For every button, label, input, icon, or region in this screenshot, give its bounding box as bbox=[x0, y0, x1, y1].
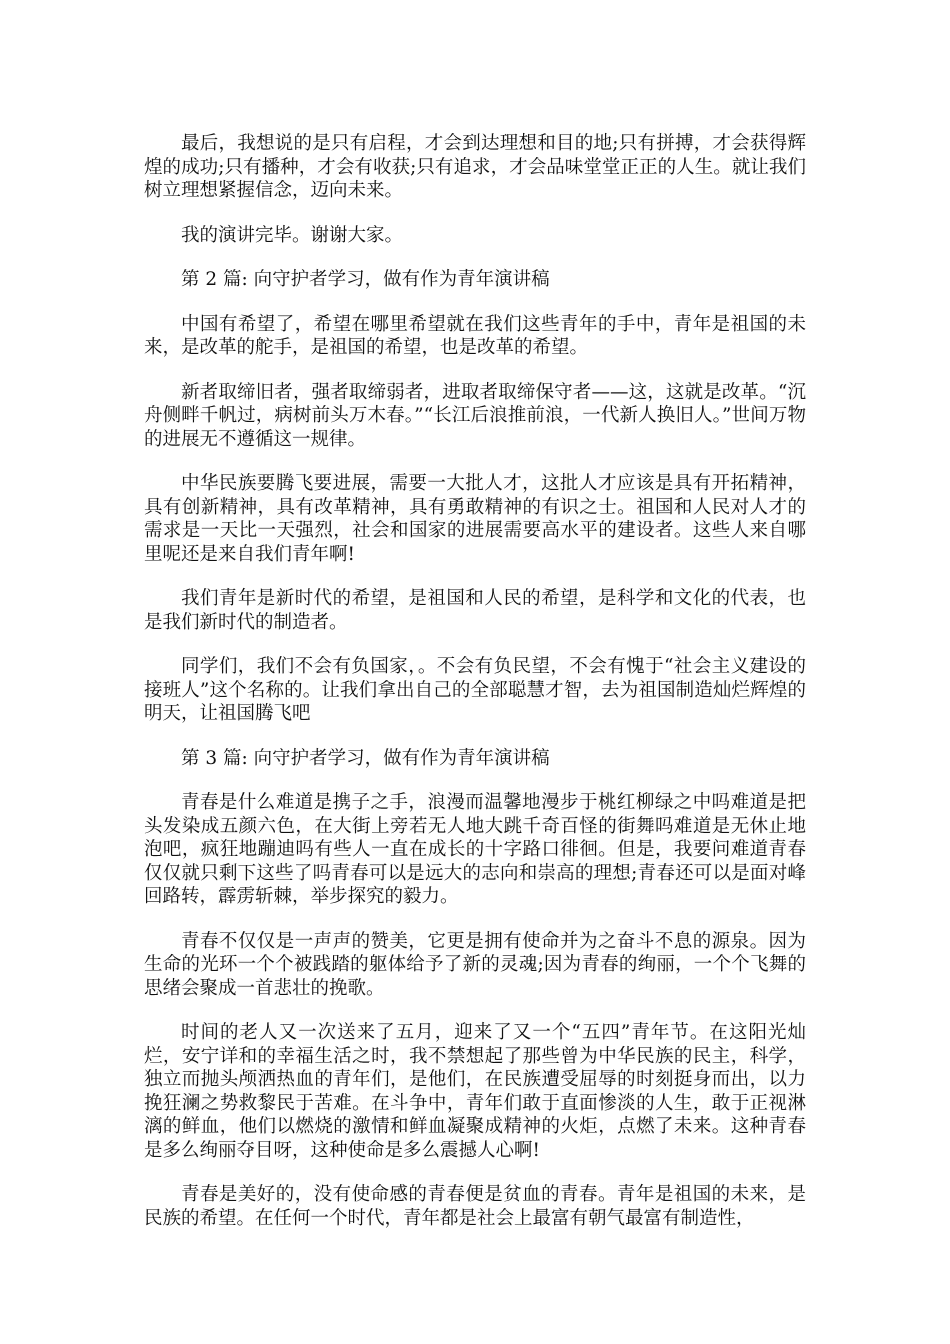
body-paragraph: 中华民族要腾飞要进展，需要一大批人才，这批人才应该是具有开拓精神，具有创新精神，具有改革精神，具有勇敢精神的有识之士。祖国和人民对人才的需求是一天比一天强烈，社会和国家的进展需要高水平的建设者。这些人来自哪里呢还是来自我们青年啊! bbox=[144, 473, 806, 565]
body-paragraph: 青春是什么难道是携子之手，浪漫而温馨地漫步于桃红柳绿之中吗难道是把头发染成五颜六色，在大街上旁若无人地大跳千奇百怪的街舞吗难道是无休止地泡吧，疯狂地蹦迪吗有些人一直在成长的十字路口徘徊。但是，我要问难道青春仅仅就只剩下这些了吗青春可以是远大的志向和崇高的理想;青春还可以是面对峰回路转，霹雳斩棘，举步探究的毅力。 bbox=[144, 792, 806, 907]
section-heading-3: 第 3 篇: 向守护者学习，做有作为青年演讲稿 bbox=[181, 747, 550, 769]
body-paragraph: 我们青年是新时代的希望，是祖国和人民的希望，是科学和文化的代表，也是我们新时代的制造者。 bbox=[144, 588, 806, 633]
body-paragraph: 青春不仅仅是一声声的赞美，它更是拥有使命并为之奋斗不息的源泉。因为生命的光环一个个被践踏的躯体给予了新的灵魂;因为青春的绚丽，一个个飞舞的思绪会聚成一首悲壮的挽歌。 bbox=[144, 930, 806, 999]
body-paragraph: 同学们，我们不会有负国家，。不会有负民望，不会有愧于“社会主义建设的接班人”这个名称的。让我们拿出自己的全部聪慧才智，去为祖国制造灿烂辉煌的明天，让祖国腾飞吧 bbox=[144, 656, 806, 724]
closing-paragraph: 最后，我想说的是只有启程，才会到达理想和目的地;只有拼搏，才会获得辉煌的成功;只有播种，才会有收获;只有追求，才会品味堂堂正正的人生。就让我们树立理想紧握信念，迈向未来。 bbox=[144, 133, 806, 201]
section-heading-2: 第 2 篇: 向守护者学习，做有作为青年演讲稿 bbox=[181, 269, 550, 290]
body-paragraph: 中国有希望了，希望在哪里希望就在我们这些青年的手中，青年是祖国的未来，是改革的舵手，是祖国的希望，也是改革的希望。 bbox=[144, 313, 806, 358]
body-paragraph: 时间的老人又一次送来了五月，迎来了又一个“五四”青年节。在这阳光灿烂，安宁详和的幸福生活之时，我不禁想起了那些曾为中华民族的民主，科学，独立而抛头颅洒热血的青年们，是他们，在民族遭受屈辱的时刻挺身而出，以力挽狂澜之势救黎民于苦难。在斗争中，青年们敢于直面惨淡的人生，敢于正视淋漓的鲜血，他们以燃烧的激情和鲜血凝聚成精神的火炬，点燃了未来。这种青春是多么绚丽夺目呀，这种使命是多么震撼人心啊! bbox=[144, 1022, 806, 1161]
speech-end-paragraph: 我的演讲完毕。谢谢大家。 bbox=[181, 224, 404, 246]
document-body bbox=[144, 132, 806, 1251]
body-paragraph: 新者取缔旧者，强者取缔弱者，进取者取缔保守者——这，这就是改革。“沉舟侧畔千帆过，病树前头万木春。”“长江后浪推前浪，一代新人换旧人。”世间万物的进展无不遵循这一规律。 bbox=[144, 381, 806, 450]
body-paragraph: 青春是美好的，没有使命感的青春便是贫血的青春。青年是祖国的未来，是民族的希望。在任何一个时代，青年都是社会上最富有朝气最富有制造性， bbox=[144, 1184, 806, 1229]
